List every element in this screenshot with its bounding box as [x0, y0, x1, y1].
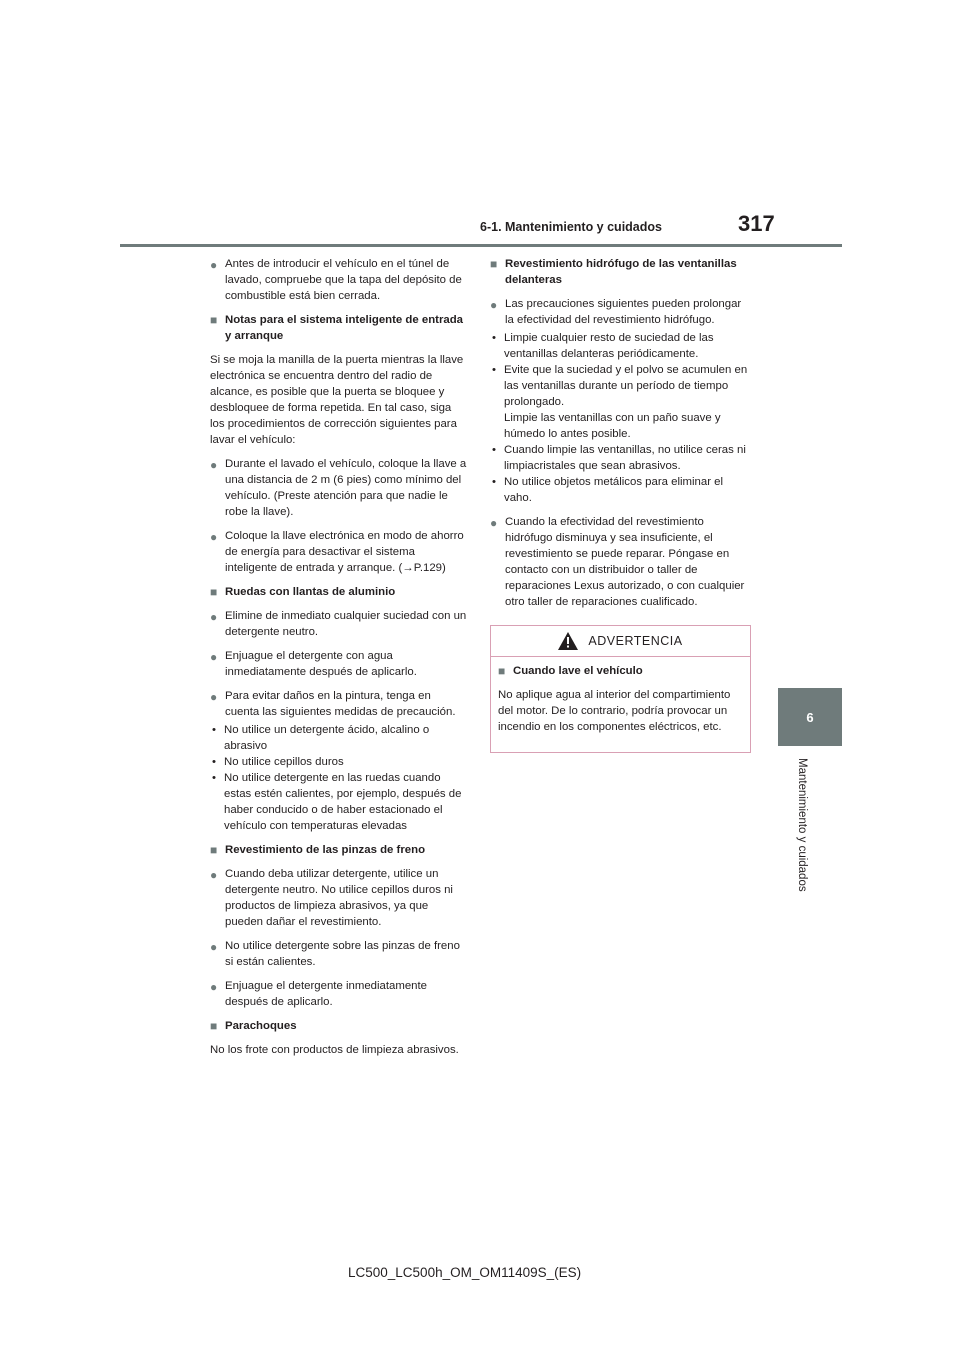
page-number: 317	[738, 211, 775, 236]
list-item	[210, 688, 468, 720]
square-icon: ■	[210, 313, 218, 327]
sub-item	[490, 330, 752, 362]
item-text: Antes de introducir el vehículo en el túnel de lavado, compruebe que la tapa del depósito de combustible está bien cerrada.	[225, 258, 462, 302]
bullet-icon: ●	[490, 298, 498, 312]
bullet-icon: ●	[490, 516, 498, 530]
sub-list	[490, 330, 752, 506]
dash-icon: •	[212, 772, 216, 784]
heading-text: Notas para el sistema inteligente de entrada y arranque	[225, 314, 464, 342]
dash-icon: •	[492, 444, 496, 456]
item-text: Elimine de inmediato cualquier suciedad con un detergente neutro.	[225, 610, 467, 638]
list-item	[490, 514, 752, 610]
section-heading	[210, 842, 468, 858]
heading-text: Revestimiento hidrófugo de las ventanillas delanteras	[505, 258, 737, 286]
list-item	[490, 296, 752, 328]
item-text: Coloque la llave electrónica en modo de ahorro de energía para desactivar el sistema inteligente de entrada y arranque. (→P.129)	[225, 530, 464, 574]
warning-text: No aplique agua al interior del compartimiento del motor. De lo contrario, podría provocar un incendio en los componentes eléctricos, etc.	[498, 689, 731, 733]
sub-text: No utilice cepillos duros	[224, 756, 344, 768]
bullet-icon: ●	[210, 868, 218, 882]
document-id: LC500_LC500h_OM_OM11409S_(ES)	[348, 1265, 582, 1280]
warning-title: ADVERTENCIA	[588, 634, 683, 648]
sub-item	[490, 362, 752, 442]
chapter-number: 6	[806, 709, 814, 725]
dash-icon: •	[492, 332, 496, 344]
square-icon: ■	[210, 843, 218, 857]
item-text: Cuando la efectividad del revestimiento hidrófugo disminuya y sea insuficiente, el revestimiento se puede reparar. Póngase en contacto con un distribuidor o taller de reparaciones Lexus autorizado, o con cualquier otro taller de reparaciones cualificado.	[505, 516, 745, 608]
square-icon: ■	[210, 585, 218, 599]
header-divider	[120, 244, 842, 247]
bullet-icon: ●	[210, 980, 218, 994]
heading-text: Revestimiento de las pinzas de freno	[225, 844, 426, 856]
paragraph: No los frote con productos de limpieza abrasivos.	[210, 1044, 459, 1056]
warning-body	[491, 657, 750, 735]
sub-text-continued: Limpie las ventanillas con un paño suave y húmedo lo antes posible.	[504, 412, 721, 440]
list-item	[210, 648, 468, 680]
sub-text: No utilice un detergente ácido, alcalino o abrasivo	[224, 724, 430, 752]
item-text: Las precauciones siguientes pueden prolongar la efectividad del revestimiento hidrófugo.	[505, 298, 742, 326]
section-heading	[210, 312, 468, 344]
item-text: Enjuague el detergente con agua inmediatamente después de aplicarlo.	[225, 650, 417, 678]
warning-header	[491, 626, 750, 657]
section-heading	[210, 1018, 468, 1034]
sub-text: No utilice objetos metálicos para eliminar el vaho.	[504, 476, 724, 504]
warning-icon	[558, 632, 578, 650]
section-heading	[490, 256, 752, 288]
item-text: Cuando deba utilizar detergente, utilice un detergente neutro. No utilice cepillos duros ni productos de limpieza abrasivos, ya que pueden dañar el revestimiento.	[225, 868, 453, 928]
sub-item	[210, 770, 468, 834]
square-icon: ■	[210, 1019, 218, 1033]
square-icon: ■	[498, 664, 506, 678]
chapter-label: Mantenimiento y cuidados	[796, 758, 808, 892]
list-item	[210, 608, 468, 640]
list-item	[210, 938, 468, 970]
item-text: Durante el lavado el vehículo, coloque la llave a una distancia de 2 m (6 pies) como mínimo del vehículo. (Preste atención para que nadie le robe la llave).	[225, 458, 467, 518]
paragraph: Si se moja la manilla de la puerta mientras la llave electrónica se encuentra dentro del radio de alcance, es posible que la puerta se bloquee y desbloquee de forma repetida. En tal caso, siga los procedimientos de corrección siguientes para lavar el vehículo:	[210, 354, 464, 446]
bullet-icon: ●	[210, 650, 218, 664]
sub-item	[490, 474, 752, 506]
list-item	[210, 978, 468, 1010]
list-item	[210, 866, 468, 930]
section-heading	[210, 584, 468, 600]
list-item	[210, 256, 468, 304]
list-item	[210, 528, 468, 576]
sub-text: Limpie cualquier resto de suciedad de las ventanillas delanteras periódicamente.	[504, 332, 714, 360]
heading-text: Cuando lave el vehículo	[513, 665, 643, 677]
sub-text: No utilice detergente en las ruedas cuando estas estén calientes, por ejemplo, después de haber conducido o de haber estacionado el vehículo con temperaturas elevadas	[224, 772, 462, 832]
warning-heading	[498, 663, 742, 679]
bullet-icon: ●	[210, 610, 218, 624]
bullet-icon: ●	[210, 690, 218, 704]
bullet-icon: ●	[210, 940, 218, 954]
item-text: No utilice detergente sobre las pinzas de freno si están calientes.	[225, 940, 460, 968]
sub-item	[210, 722, 468, 754]
heading-text: Parachoques	[225, 1020, 297, 1032]
bullet-icon: ●	[210, 458, 218, 472]
square-icon: ■	[490, 257, 498, 271]
sub-item	[210, 754, 468, 770]
right-column	[490, 256, 752, 618]
item-text: Enjuague el detergente inmediatamente después de aplicarlo.	[225, 980, 428, 1008]
heading-text: Ruedas con llantas de aluminio	[225, 586, 396, 598]
section-title: 6-1. Mantenimiento y cuidados	[480, 220, 662, 234]
sub-item	[490, 442, 752, 474]
chapter-tab	[778, 688, 842, 746]
left-column	[210, 256, 468, 1066]
dash-icon: •	[492, 364, 496, 376]
sub-text: Cuando limpie las ventanillas, no utilice ceras ni limpiacristales que sean abrasivos.	[504, 444, 746, 472]
warning-box	[490, 625, 751, 753]
item-text: Para evitar daños en la pintura, tenga en cuenta las siguientes medidas de precaución.	[225, 690, 456, 718]
list-item	[210, 456, 468, 520]
dash-icon: •	[212, 724, 216, 736]
dash-icon: •	[492, 476, 496, 488]
dash-icon: •	[212, 756, 216, 768]
sub-text: Evite que la suciedad y el polvo se acumulen en las ventanillas durante un período de tiempo prolongado.	[504, 364, 748, 408]
sub-list	[210, 722, 468, 834]
bullet-icon: ●	[210, 530, 218, 544]
bullet-icon: ●	[210, 258, 218, 272]
